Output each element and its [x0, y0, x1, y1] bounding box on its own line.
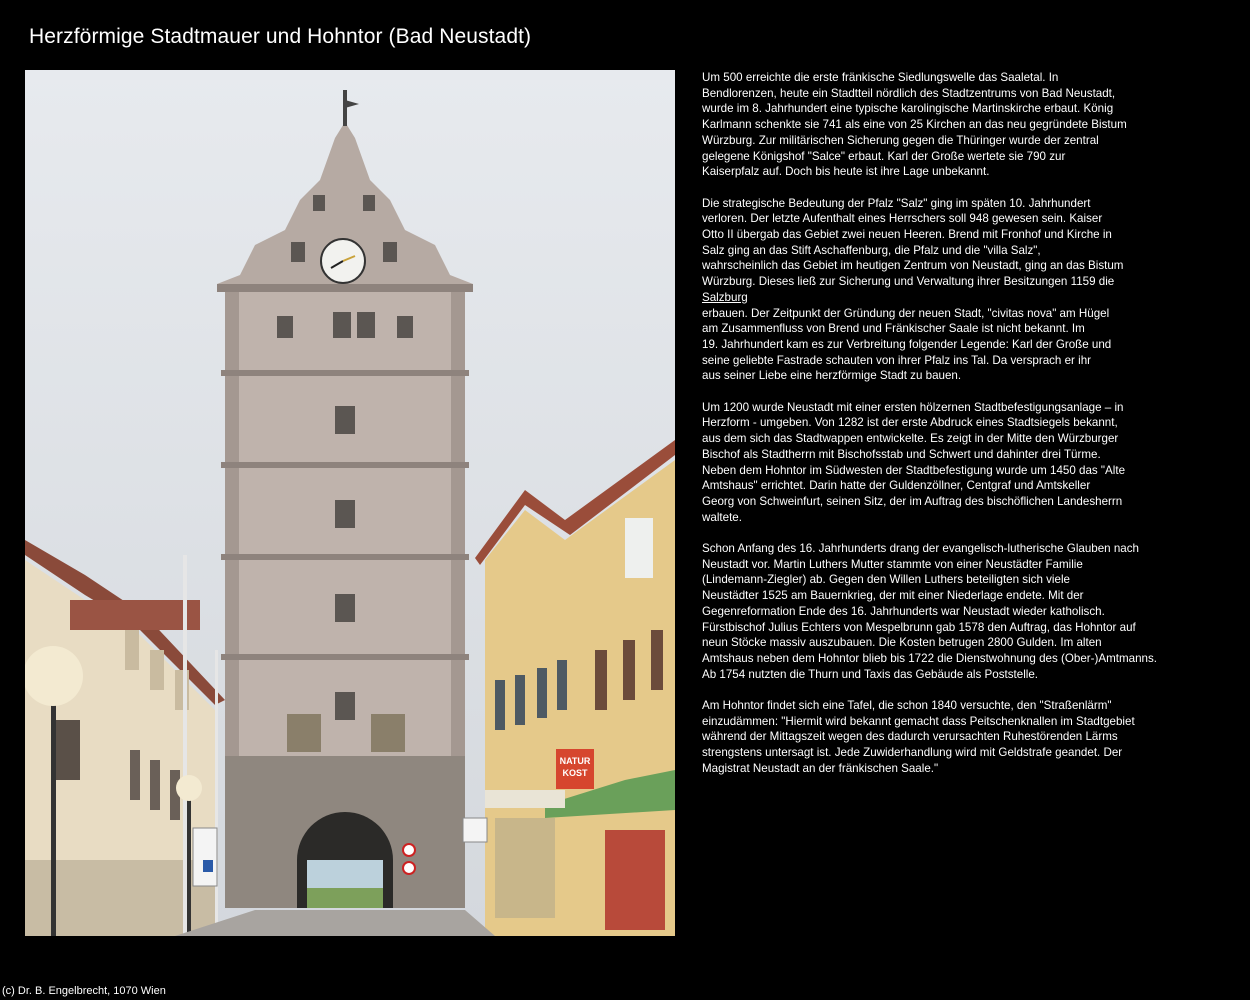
natur-kost-sign-line2: KOST [562, 768, 588, 778]
paragraph-2 [702, 196, 1182, 384]
hohntor-photo [25, 70, 675, 936]
paragraph-2-part-2: erbauen. Der Zeitpunkt der Gründung der neuen Stadt, "civitas nova" am Hügel am Zusammenfluss von Brend und Fränkischer Saale ist nicht bekannt. Im 19. Jahrhundert kam es zur Verbreitung folgender Legende: Karl der Große und seine geliebte Fastrade schauten von ihrer Pfalz ins Tal. Da versprach er ihr aus seiner Liebe eine herzförmige Stadt zu bauen. [702, 306, 1112, 383]
paragraph-5: Am Hohntor findet sich eine Tafel, die schon 1840 versuchte, den "Straßenlärm" einzudämmen: "Hiermit wird bekannt gemacht dass Peitschenknallen im Stadtgebiet während der Mittagszeit wegen des dadurch verursachten Ruhestörenden Lärms strengstens untersagt ist. Jede Zuwiderhandlung wird mit Geldstrafe geandet. Der Magistrat Neustadt an der fränkischen Saale." [702, 699, 1135, 775]
copyright-footer: (c) Dr. B. Engelbrecht, 1070 Wien [2, 985, 166, 997]
paragraph-4: Schon Anfang des 16. Jahrhunderts drang der evangelisch-lutherische Glauben nach Neustadt vor. Martin Luthers Mutter stammte von einer Neustädter Familie (Lindemann-Ziegler) ab. Gegen den Willen Luthers beteiligten sich viele Neustädter 1525 am Bauernkrieg, der mit einer Niederlage endete. Mit der Gegenreformation Ende des 16. Jahrhunderts war Neustadt wieder katholisch. Fürstbischof Julius Echters von Mespelbrunn gab 1578 den Auftrag, das Hohntor auf neun Stöcke massiv auszubauen. Die Kosten betrugen 2800 Gulden. Im alten Amtshaus neben dem Hohntor blieb bis 1722 die Dienstwohnung des (Ober-)Amtmanns. Ab 1754 nutzten die Thurn und Taxis das Gebäude als Poststelle. [702, 542, 1157, 681]
page-title: Herzförmige Stadtmauer und Hohntor (Bad Neustadt) [29, 25, 532, 48]
hohntor-photo-illustration [25, 70, 675, 936]
natur-kost-sign-line1: NATUR [559, 756, 591, 766]
paragraph-1: Um 500 erreichte die erste fränkische Siedlungswelle das Saaletal. In Bendlorenzen, heute ein Stadtteil nördlich des Stadtzentrums von Bad Neustadt, wurde im 8. Jahrhundert eine typische karolingische Martinskirche erbaut. König Karlmann schenkte sie 741 als eine von 25 Kirchen an das neu gegründete Bistum Würzburg. Zur militärischen Sicherung gegen die Thüringer wurde der zentral gelegene Königshof "Salce" erbaut. Karl der Große wertete sie 790 zur Kaiserpfalz auf. Doch bis heute ist ihre Lage unbekannt. [702, 71, 1127, 179]
salzburg-link[interactable]: Salzburg [702, 290, 748, 304]
article-text [702, 70, 1182, 792]
paragraph-2-part-1: Die strategische Bedeutung der Pfalz "Salz" ging im späten 10. Jahrhundert verloren. Der letzte Aufenthalt eines Herrschers soll 948 gewesen sein. Kaiser Otto II übergab das Gebiet zwei neuen Heeren. Brend mit Fronhof und Kirche in Salz ging an das Stift Aschaffenburg, die Pfalz und die "villa Salz", wahrscheinlich das Gebiet im heutigen Zentrum von Neustadt, ging an das Bistum Würzburg. Dieses ließ zur Sicherung und Verwaltung ihrer Besitzungen 1159 die [702, 196, 1124, 289]
paragraph-3: Um 1200 wurde Neustadt mit einer ersten hölzernen Stadtbefestigungsanlage – in Herzform - umgeben. Von 1282 ist der erste Abdruck eines Stadtsiegels bekannt, aus dem sich das Stadtwappen entwickelte. Es zeigt in der Mitte den Würzburger Bischof als Stadtherrn mit Bischofsstab und Schwert und dahinter drei Türme. Neben dem Hohntor im Südwesten der Stadtbefestigung wurde um 1450 das "Alte Amtshaus" errichtet. Darin hatte der Guldenzöllner, Centgraf und Amtskeller Georg von Schweinfurt, seinen Sitz, der im Auftrag des bischöflichen Landesherrn waltete. [702, 400, 1126, 524]
